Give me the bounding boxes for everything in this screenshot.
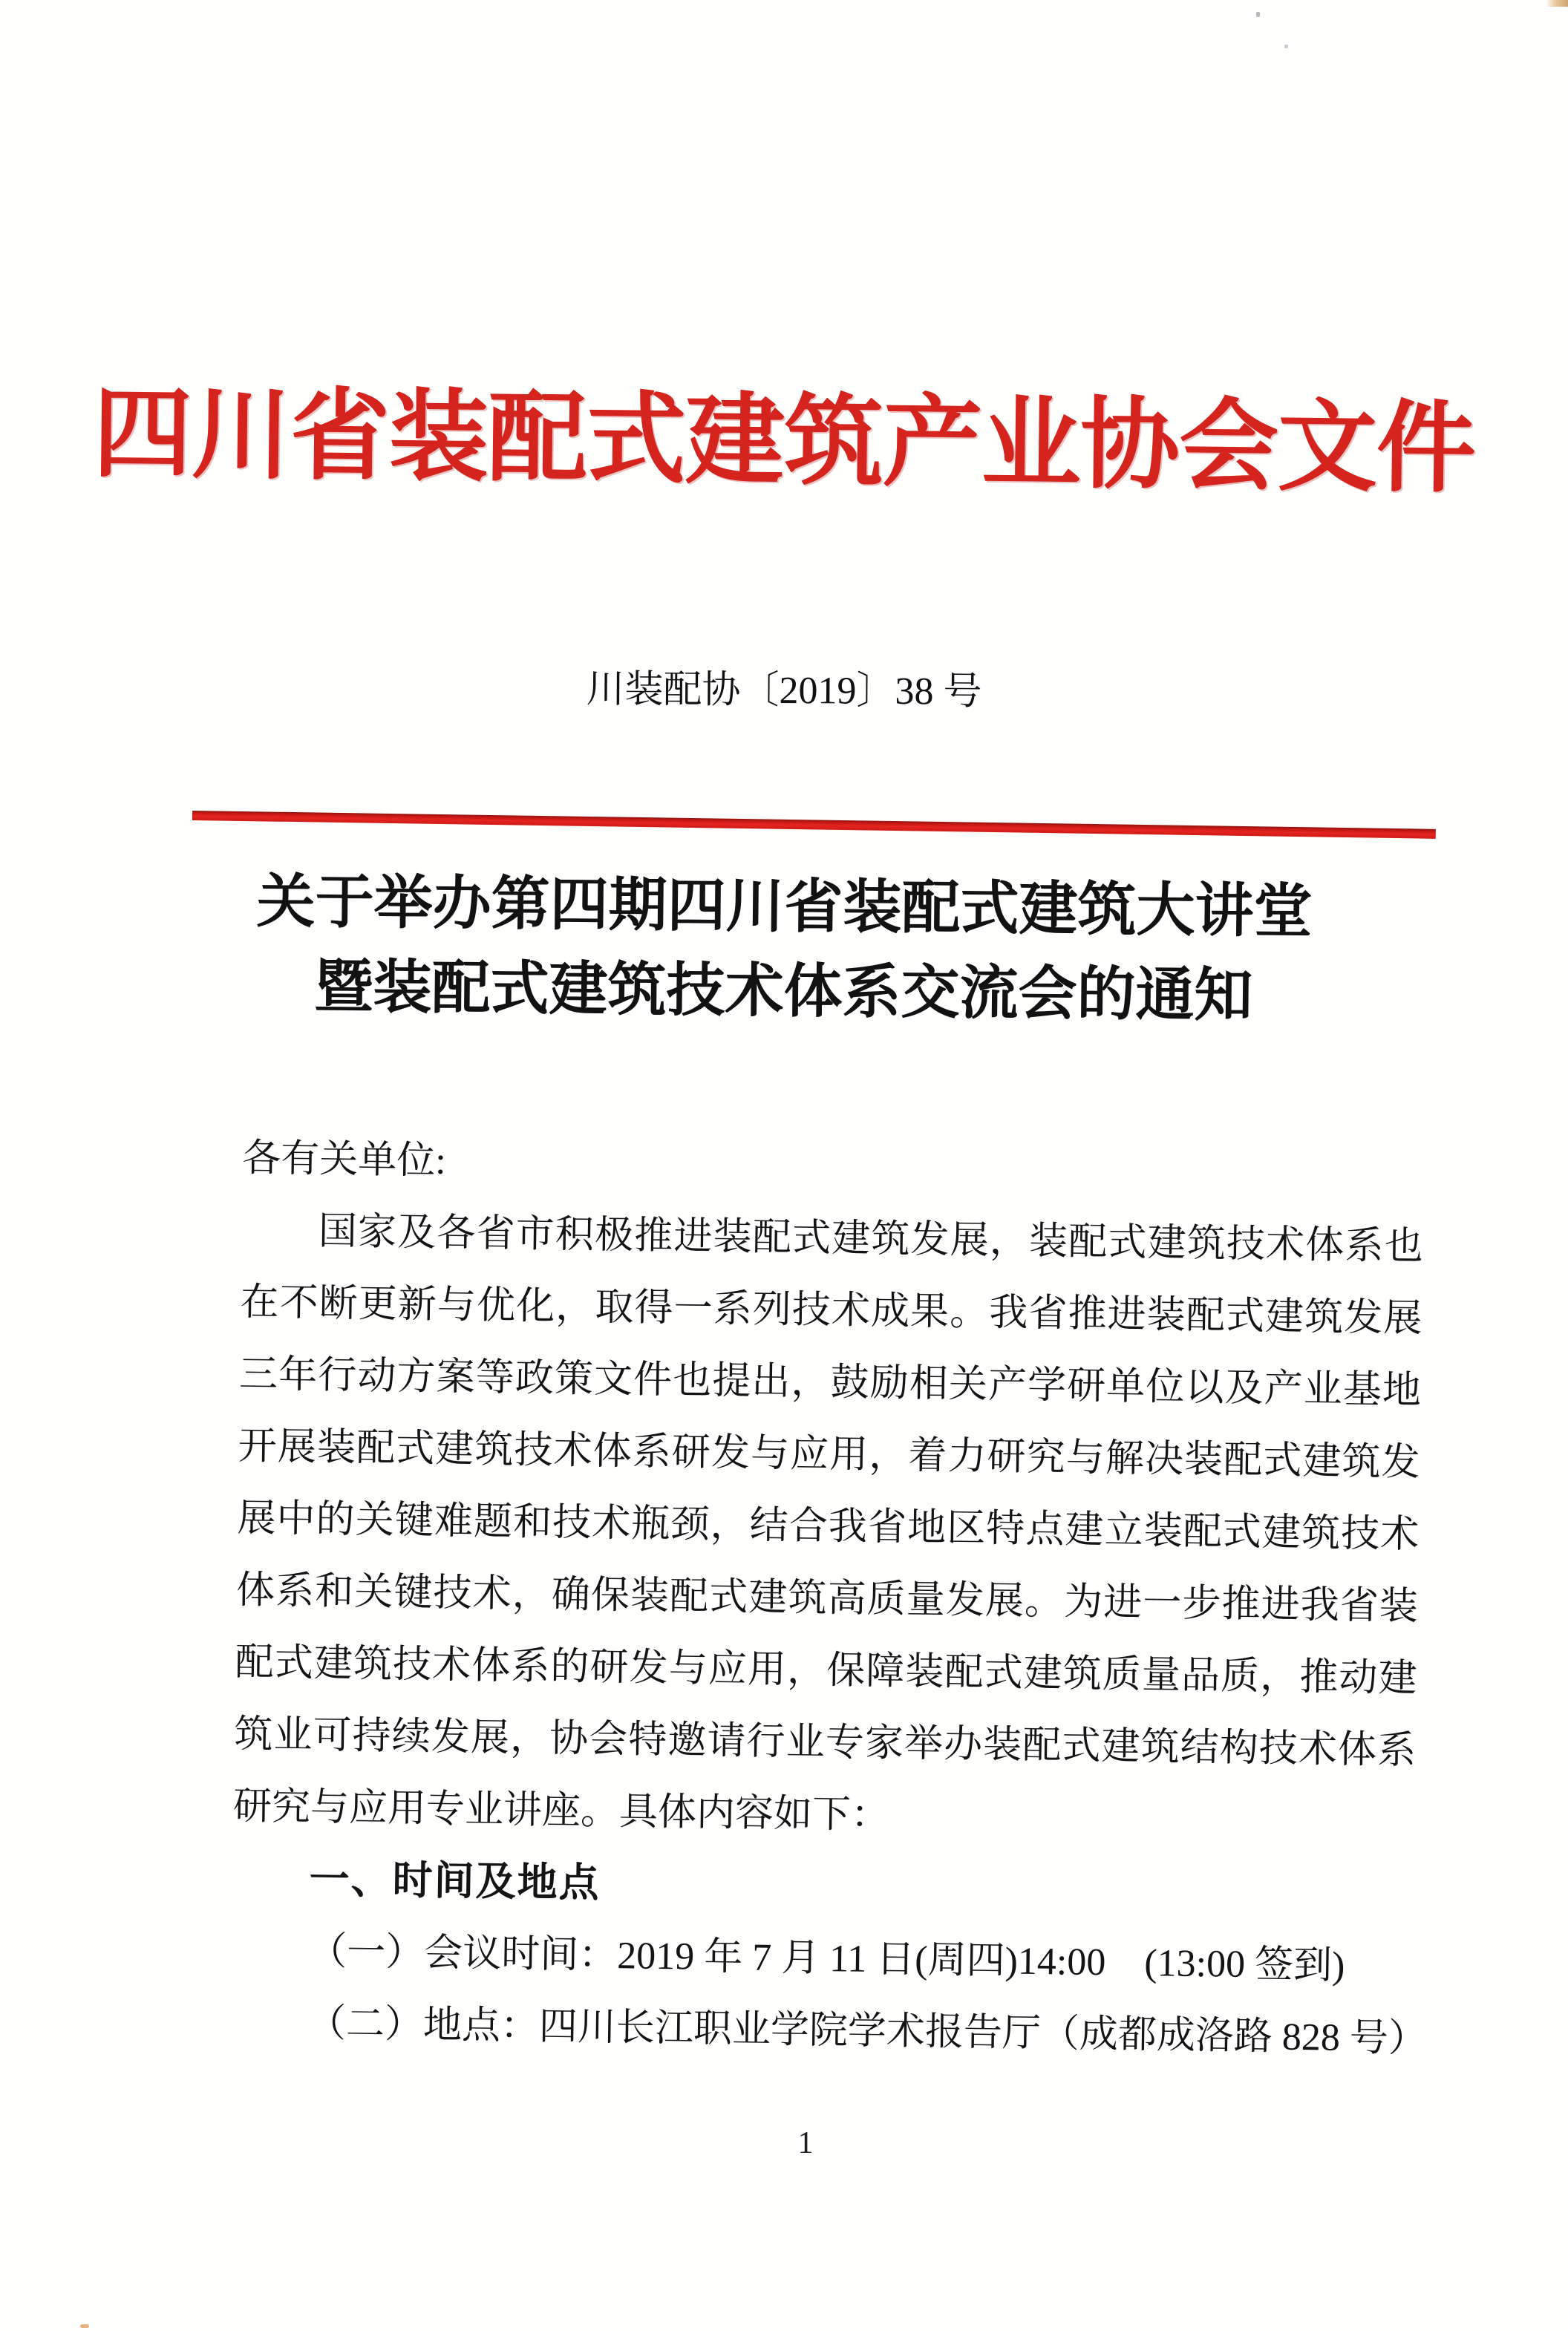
section-heading-time-location: 一、时间及地点 xyxy=(309,1857,601,1906)
document-title xyxy=(0,858,1568,1042)
paragraph-line: 在不断更新与优化，取得一系列技术成果。我省推进装配式建筑发展 xyxy=(240,1281,1422,1341)
scan-speck xyxy=(80,2324,89,2328)
page-number: 1 xyxy=(797,2126,814,2160)
scan-speck xyxy=(1256,12,1260,17)
document-number: 川装配协〔2019〕38 号 xyxy=(586,668,982,713)
meeting-location-item: （二）地点：四川长江职业学院学术报告厅（成都成洛路 828 号） xyxy=(307,2002,1428,2061)
scan-smudge-top-right xyxy=(1546,0,1568,7)
paragraph-line: 筑业可持续发展，协会特邀请行业专家举办装配式建筑结构技术体系 xyxy=(233,1713,1417,1773)
salutation: 各有关单位: xyxy=(241,1137,447,1183)
document-title-line1: 关于举办第四期四川省装配式建筑大讲堂 xyxy=(256,870,1313,945)
paragraph-line: 配式建筑技术体系的研发与应用，保障装配式建筑质量品质，推动建 xyxy=(235,1641,1417,1701)
scan-speck xyxy=(1284,45,1288,48)
paragraph-line: 国家及各省市积极推进装配式建筑发展，装配式建筑技术体系也 xyxy=(318,1210,1424,1269)
letterhead-org-title: 四川省装配式建筑产业协会文件 xyxy=(92,379,1476,505)
paragraph-line: 研究与应用专业讲座。具体内容如下： xyxy=(232,1785,890,1837)
meeting-time-item: （一）会议时间：2019 年 7 月 11 日(周四)14:00 (13:00 签到) xyxy=(307,1930,1345,1987)
paragraph-line: 三年行动方案等政策文件也提出，鼓励相关产学研单位以及产业基地 xyxy=(238,1353,1422,1413)
paragraph-line: 开展装配式建筑技术体系研发与应用，着力研究与解决装配式建筑发 xyxy=(238,1425,1421,1485)
paragraph-line: 展中的关键难题和技术瓶颈，结合我省地区特点建立装配式建筑技术 xyxy=(237,1497,1420,1557)
document-title-line2: 暨装配式建筑技术体系交流会的通知 xyxy=(314,955,1253,1030)
paragraph-line: 体系和关键技术，确保装配式建筑高质量发展。为进一步推进我省装 xyxy=(235,1569,1419,1629)
letterhead-red-rule xyxy=(192,811,1436,839)
document-body xyxy=(229,1122,1428,2075)
